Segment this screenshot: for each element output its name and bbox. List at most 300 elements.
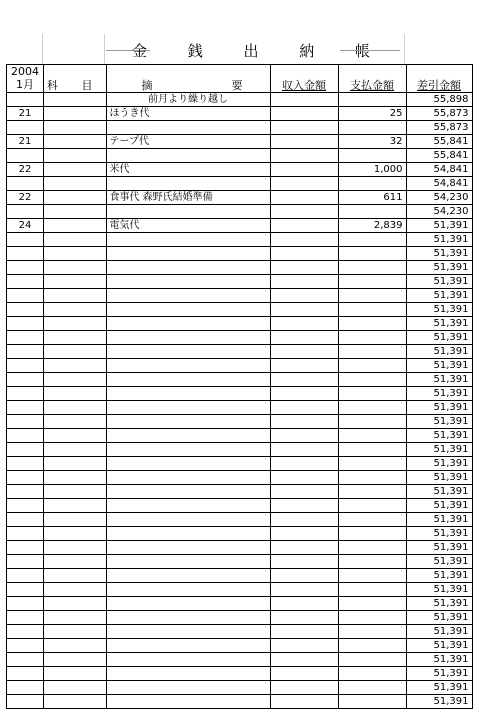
- income-cell: [270, 597, 338, 611]
- payment-cell: [338, 457, 406, 471]
- description-cell: [106, 569, 270, 583]
- payment-cell: 25: [338, 107, 406, 121]
- payment-cell: [338, 205, 406, 219]
- day-cell: 22: [7, 163, 44, 177]
- day-cell: 24: [7, 219, 44, 233]
- income-cell: [270, 93, 338, 107]
- payment-cell: [338, 177, 406, 191]
- table-row: [7, 555, 473, 569]
- day-cell: [7, 415, 44, 429]
- income-cell: [270, 303, 338, 317]
- balance-cell: 55,841: [406, 149, 472, 163]
- balance-cell: 54,230: [406, 191, 472, 205]
- table-row: [7, 373, 473, 387]
- kamoku-cell: [44, 541, 107, 555]
- balance-cell: 55,841: [406, 135, 472, 149]
- day-cell: [7, 667, 44, 681]
- description-cell: [106, 513, 270, 527]
- day-cell: [7, 233, 44, 247]
- payment-cell: [338, 233, 406, 247]
- balance-cell: 51,391: [406, 317, 472, 331]
- description-cell: [106, 233, 270, 247]
- day-cell: [7, 289, 44, 303]
- payment-cell: [338, 345, 406, 359]
- income-cell: [270, 121, 338, 135]
- kamoku-cell: [44, 499, 107, 513]
- income-cell: [270, 289, 338, 303]
- kamoku-cell: [44, 583, 107, 597]
- kamoku-cell: [44, 275, 107, 289]
- description-cell: [106, 387, 270, 401]
- balance-cell: 51,391: [406, 219, 472, 233]
- day-cell: 21: [7, 135, 44, 149]
- kamoku-cell: [44, 163, 107, 177]
- income-cell: [270, 331, 338, 345]
- payment-header: [338, 65, 406, 93]
- table-row: [7, 471, 473, 485]
- description-cell: [106, 695, 270, 709]
- kamoku-cell: [44, 555, 107, 569]
- income-cell: [270, 541, 338, 555]
- balance-cell: 51,391: [406, 247, 472, 261]
- income-header: [270, 65, 338, 93]
- payment-cell: [338, 569, 406, 583]
- balance-cell: 51,391: [406, 667, 472, 681]
- kamoku-cell: [44, 653, 107, 667]
- payment-cell: [338, 513, 406, 527]
- balance-cell: 51,391: [406, 597, 472, 611]
- balance-cell: 55,873: [406, 121, 472, 135]
- balance-cell: 55,873: [406, 107, 472, 121]
- balance-cell: 51,391: [406, 527, 472, 541]
- table-row: [7, 359, 473, 373]
- income-cell: [270, 471, 338, 485]
- day-cell: [7, 653, 44, 667]
- table-row: [7, 513, 473, 527]
- payment-cell: [338, 275, 406, 289]
- day-cell: [7, 121, 44, 135]
- balance-cell: 51,391: [406, 583, 472, 597]
- kamoku-cell: [44, 191, 107, 205]
- day-cell: [7, 611, 44, 625]
- balance-cell: 51,391: [406, 443, 472, 457]
- description-cell: ほうき代: [106, 107, 270, 121]
- description-cell: [106, 261, 270, 275]
- payment-cell: [338, 555, 406, 569]
- kamoku-cell: [44, 611, 107, 625]
- day-cell: [7, 317, 44, 331]
- kamoku-cell: [44, 373, 107, 387]
- balance-cell: 51,391: [406, 555, 472, 569]
- kamoku-cell: [44, 597, 107, 611]
- table-row: [7, 275, 473, 289]
- income-cell: [270, 107, 338, 121]
- income-cell: [270, 611, 338, 625]
- table-row: [7, 331, 473, 345]
- payment-cell: [338, 527, 406, 541]
- balance-cell: 51,391: [406, 359, 472, 373]
- kamoku-cell: [44, 443, 107, 457]
- income-cell: [270, 149, 338, 163]
- table-row: [7, 317, 473, 331]
- balance-cell: 51,391: [406, 499, 472, 513]
- table-row: [7, 387, 473, 401]
- table-row: [7, 107, 473, 121]
- description-cell: [106, 205, 270, 219]
- table-row: [7, 625, 473, 639]
- kamoku-cell: [44, 177, 107, 191]
- description-cell: [106, 317, 270, 331]
- table-row: [7, 219, 473, 233]
- income-cell: [270, 527, 338, 541]
- description-cell: [106, 429, 270, 443]
- payment-cell: [338, 471, 406, 485]
- income-cell: [270, 233, 338, 247]
- balance-cell: 51,391: [406, 289, 472, 303]
- description-cell: 前月より繰り越し: [106, 93, 270, 107]
- kamoku-cell: [44, 261, 107, 275]
- balance-cell: 51,391: [406, 681, 472, 695]
- description-cell: [106, 345, 270, 359]
- kamoku-cell: [44, 107, 107, 121]
- income-cell: [270, 415, 338, 429]
- day-cell: [7, 303, 44, 317]
- payment-cell: [338, 401, 406, 415]
- kamoku-cell: [44, 359, 107, 373]
- payment-cell: 611: [338, 191, 406, 205]
- table-row: [7, 345, 473, 359]
- kamoku-cell: [44, 513, 107, 527]
- income-cell: [270, 639, 338, 653]
- balance-cell: 51,391: [406, 261, 472, 275]
- table-row: [7, 247, 473, 261]
- day-cell: [7, 373, 44, 387]
- kamoku-cell: [44, 695, 107, 709]
- description-cell: [106, 373, 270, 387]
- balance-cell: 51,391: [406, 457, 472, 471]
- table-row: [7, 485, 473, 499]
- day-cell: [7, 485, 44, 499]
- description-cell: [106, 681, 270, 695]
- payment-cell: [338, 443, 406, 457]
- balance-cell: 51,391: [406, 303, 472, 317]
- kamoku-cell: [44, 247, 107, 261]
- table-row: [7, 583, 473, 597]
- day-cell: [7, 555, 44, 569]
- payment-cell: 32: [338, 135, 406, 149]
- payment-cell: [338, 373, 406, 387]
- description-cell: [106, 457, 270, 471]
- income-cell: [270, 583, 338, 597]
- tekiyo-label-right: 要: [231, 79, 243, 92]
- day-cell: [7, 149, 44, 163]
- description-cell: [106, 275, 270, 289]
- kamoku-cell: [44, 429, 107, 443]
- kamoku-cell: [44, 415, 107, 429]
- income-cell: [270, 317, 338, 331]
- payment-cell: [338, 317, 406, 331]
- year-label: 2004: [11, 65, 39, 78]
- description-cell: [106, 247, 270, 261]
- balance-cell: 51,391: [406, 653, 472, 667]
- description-cell: 食事代 森野氏結婚準備: [106, 191, 270, 205]
- table-row: [7, 191, 473, 205]
- kamoku-cell: [44, 471, 107, 485]
- income-cell: [270, 177, 338, 191]
- balance-cell: 51,391: [406, 429, 472, 443]
- payment-cell: [338, 289, 406, 303]
- kamoku-cell: [44, 289, 107, 303]
- description-cell: [106, 541, 270, 555]
- table-row: [7, 303, 473, 317]
- kamoku-cell: [44, 681, 107, 695]
- payment-cell: 1,000: [338, 163, 406, 177]
- description-cell: 米代: [106, 163, 270, 177]
- kamoku-cell: [44, 331, 107, 345]
- income-cell: [270, 695, 338, 709]
- income-cell: [270, 359, 338, 373]
- day-cell: [7, 639, 44, 653]
- income-cell: [270, 163, 338, 177]
- day-cell: 22: [7, 191, 44, 205]
- income-cell: [270, 219, 338, 233]
- kamoku-header: [44, 65, 107, 93]
- balance-cell: 55,898: [406, 93, 472, 107]
- month-label: 1月: [16, 78, 34, 91]
- day-cell: [7, 597, 44, 611]
- balance-cell: 51,391: [406, 695, 472, 709]
- tekiyo-header: [106, 65, 270, 93]
- income-cell: [270, 261, 338, 275]
- kamoku-cell: [44, 667, 107, 681]
- tekiyo-label-left: 摘: [141, 79, 153, 92]
- day-cell: [7, 513, 44, 527]
- description-cell: [106, 289, 270, 303]
- payment-cell: [338, 681, 406, 695]
- income-cell: [270, 681, 338, 695]
- day-cell: [7, 527, 44, 541]
- kamoku-cell: [44, 121, 107, 135]
- day-cell: 21: [7, 107, 44, 121]
- balance-cell: 54,230: [406, 205, 472, 219]
- payment-cell: [338, 149, 406, 163]
- income-cell: [270, 555, 338, 569]
- income-cell: [270, 205, 338, 219]
- balance-cell: 51,391: [406, 569, 472, 583]
- income-cell: [270, 457, 338, 471]
- table-row: [7, 149, 473, 163]
- description-cell: [106, 639, 270, 653]
- day-cell: [7, 359, 44, 373]
- payment-cell: [338, 247, 406, 261]
- kamoku-cell: [44, 387, 107, 401]
- description-cell: [106, 177, 270, 191]
- table-row: [7, 429, 473, 443]
- balance-cell: 51,391: [406, 233, 472, 247]
- description-cell: [106, 303, 270, 317]
- title-rule-right: [340, 50, 400, 51]
- kamoku-label: 科 目: [47, 79, 103, 92]
- income-cell: [270, 653, 338, 667]
- day-cell: [7, 457, 44, 471]
- kamoku-cell: [44, 233, 107, 247]
- balance-cell: 51,391: [406, 387, 472, 401]
- payment-cell: [338, 499, 406, 513]
- table-row: [7, 569, 473, 583]
- day-cell: [7, 331, 44, 345]
- description-cell: [106, 443, 270, 457]
- day-cell: [7, 681, 44, 695]
- payment-cell: [338, 625, 406, 639]
- description-cell: テープ代: [106, 135, 270, 149]
- day-cell: [7, 387, 44, 401]
- table-row: [7, 541, 473, 555]
- income-cell: [270, 345, 338, 359]
- day-cell: [7, 345, 44, 359]
- balance-cell: 51,391: [406, 611, 472, 625]
- balance-cell: 51,391: [406, 485, 472, 499]
- day-cell: [7, 695, 44, 709]
- table-row: [7, 401, 473, 415]
- day-cell: [7, 625, 44, 639]
- income-cell: [270, 373, 338, 387]
- income-cell: [270, 569, 338, 583]
- description-cell: [106, 149, 270, 163]
- balance-cell: 51,391: [406, 275, 472, 289]
- payment-cell: [338, 387, 406, 401]
- day-cell: [7, 93, 44, 107]
- kamoku-cell: [44, 457, 107, 471]
- description-cell: [106, 667, 270, 681]
- kamoku-cell: [44, 93, 107, 107]
- income-cell: [270, 429, 338, 443]
- balance-cell: 51,391: [406, 513, 472, 527]
- payment-cell: [338, 415, 406, 429]
- description-cell: [106, 555, 270, 569]
- year-month-header: [7, 65, 44, 93]
- payment-cell: [338, 331, 406, 345]
- table-row: [7, 639, 473, 653]
- table-row: [7, 261, 473, 275]
- description-cell: [106, 625, 270, 639]
- balance-label: 差引金額: [417, 79, 461, 92]
- description-cell: [106, 121, 270, 135]
- income-cell: [270, 443, 338, 457]
- day-cell: [7, 275, 44, 289]
- income-cell: [270, 485, 338, 499]
- income-label: 収入金額: [282, 79, 326, 92]
- day-cell: [7, 541, 44, 555]
- payment-cell: [338, 93, 406, 107]
- description-cell: [106, 597, 270, 611]
- kamoku-cell: [44, 569, 107, 583]
- payment-cell: [338, 429, 406, 443]
- income-cell: [270, 275, 338, 289]
- payment-cell: [338, 303, 406, 317]
- balance-cell: 54,841: [406, 163, 472, 177]
- payment-label: 支払金額: [350, 79, 394, 92]
- payment-cell: [338, 597, 406, 611]
- day-cell: [7, 443, 44, 457]
- balance-cell: 51,391: [406, 331, 472, 345]
- table-row: [7, 415, 473, 429]
- ledger-table: [6, 64, 473, 709]
- header-row: [7, 65, 473, 93]
- description-cell: [106, 499, 270, 513]
- table-row: [7, 177, 473, 191]
- payment-cell: [338, 121, 406, 135]
- kamoku-cell: [44, 205, 107, 219]
- day-cell: [7, 499, 44, 513]
- table-row: [7, 611, 473, 625]
- description-cell: [106, 583, 270, 597]
- day-cell: [7, 471, 44, 485]
- day-cell: [7, 261, 44, 275]
- kamoku-cell: [44, 639, 107, 653]
- payment-cell: [338, 611, 406, 625]
- kamoku-cell: [44, 303, 107, 317]
- description-cell: [106, 331, 270, 345]
- kamoku-cell: [44, 317, 107, 331]
- table-row: [7, 457, 473, 471]
- balance-cell: 54,841: [406, 177, 472, 191]
- description-cell: [106, 401, 270, 415]
- balance-cell: 51,391: [406, 345, 472, 359]
- payment-cell: [338, 359, 406, 373]
- table-row: [7, 289, 473, 303]
- description-cell: [106, 527, 270, 541]
- table-row: [7, 681, 473, 695]
- page-title: 金 銭 出 納 帳: [131, 42, 389, 60]
- description-cell: [106, 653, 270, 667]
- payment-cell: [338, 541, 406, 555]
- income-cell: [270, 387, 338, 401]
- balance-header: [406, 65, 472, 93]
- description-cell: 電気代: [106, 219, 270, 233]
- payment-cell: [338, 485, 406, 499]
- description-cell: [106, 611, 270, 625]
- income-cell: [270, 513, 338, 527]
- table-row: [7, 527, 473, 541]
- table-row: [7, 695, 473, 709]
- balance-cell: 51,391: [406, 401, 472, 415]
- income-cell: [270, 625, 338, 639]
- income-cell: [270, 135, 338, 149]
- day-cell: [7, 247, 44, 261]
- description-cell: [106, 415, 270, 429]
- balance-cell: 51,391: [406, 625, 472, 639]
- balance-cell: 51,391: [406, 415, 472, 429]
- kamoku-cell: [44, 135, 107, 149]
- day-cell: [7, 429, 44, 443]
- income-cell: [270, 401, 338, 415]
- balance-cell: 51,391: [406, 373, 472, 387]
- description-cell: [106, 471, 270, 485]
- kamoku-cell: [44, 485, 107, 499]
- income-cell: [270, 191, 338, 205]
- kamoku-cell: [44, 149, 107, 163]
- payment-cell: [338, 583, 406, 597]
- payment-cell: 2,839: [338, 219, 406, 233]
- income-cell: [270, 667, 338, 681]
- table-row: [7, 499, 473, 513]
- table-row: [7, 233, 473, 247]
- payment-cell: [338, 695, 406, 709]
- day-cell: [7, 401, 44, 415]
- payment-cell: [338, 639, 406, 653]
- kamoku-cell: [44, 219, 107, 233]
- payment-cell: [338, 261, 406, 275]
